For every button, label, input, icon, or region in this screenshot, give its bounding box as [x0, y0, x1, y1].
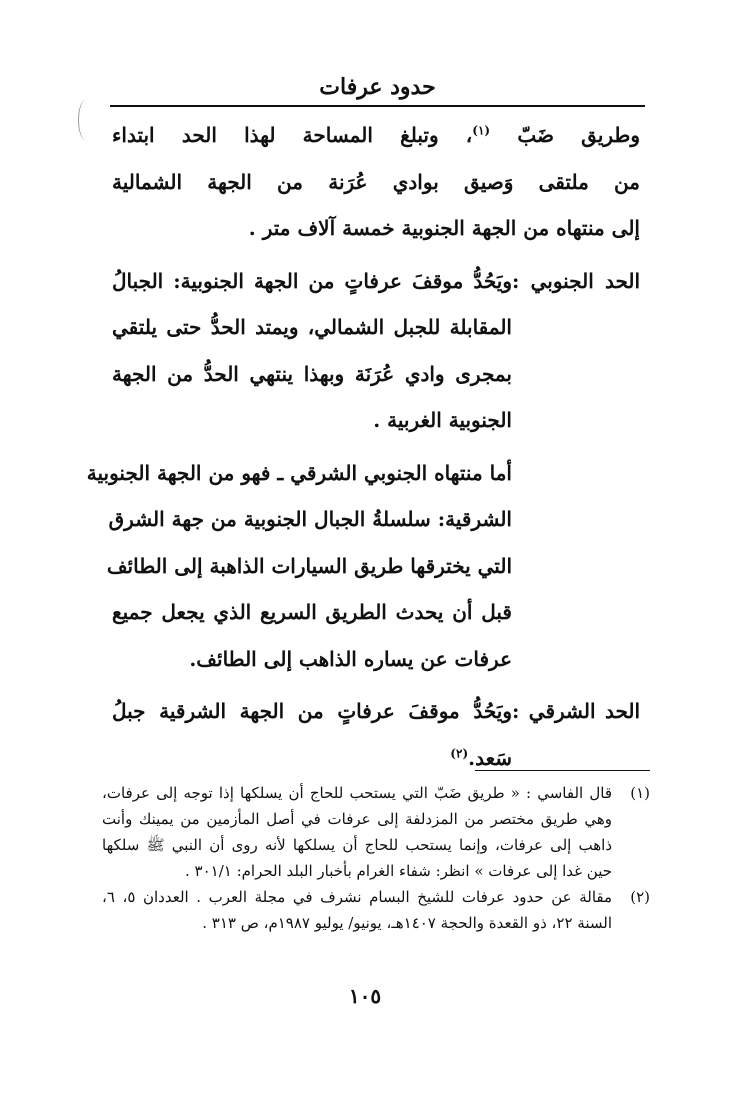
text-line — [112, 112, 640, 159]
text-line: قبل أن يحدث الطريق السريع الذي يجعل جميع — [112, 600, 512, 624]
paragraph-3 — [86, 450, 640, 683]
footnote-line: قال الفاسي : « طريق ضَبّ التي يستحب للحاج أن يسلكها إذا توجه إلى عرفات، — [102, 784, 612, 802]
footnote-line: مقالة عن حدود عرفات للشيخ البسام نشرف في مجلة العرب . العددان ٥، ٦، — [102, 888, 613, 906]
text-line — [112, 688, 640, 735]
text-run: ، وتبلغ المساحة لهذا الحد ابتداء — [112, 123, 473, 147]
text-line: بمجرى وادي عُرَنَة وبهذا ينتهي الحدُّ من الجهة — [112, 361, 512, 386]
text-line: الشرقية: سلسلةُ الجبال الجنوبية من جهة الشرق — [108, 507, 512, 531]
section-label-eastern: الحد الشرقي : — [512, 699, 640, 723]
text-line: الجنوبية الغربية . — [373, 408, 512, 432]
main-text — [86, 112, 640, 781]
page-number: ١٠٥ — [348, 984, 382, 1008]
footnote-1 — [102, 780, 650, 884]
paragraph-1 — [112, 112, 640, 252]
text-run: ويَحُدُّ موقفَ عرفاتٍ من الجهة الشرقية جبلُ — [112, 699, 512, 723]
text-line: التي يخترقها طريق السيارات الذاهبة إلى الطائف — [106, 553, 512, 578]
header-rule — [110, 105, 645, 107]
text-line: من ملتقى وَصيق بوادي عُرَنة من الجهة الشمالية — [112, 169, 640, 194]
text-line: إلى منتهاه من الجهة الجنوبية خمسة آلاف متر . — [248, 216, 640, 240]
text-run: ويَحُدُّ موقفَ عرفاتٍ من الجهة الجنوبية: الجبالُ — [112, 268, 512, 293]
footnote-line: وهي طريق مختصر من المزدلفة إلى عرفات في أصل المأزمين من يمينك وأنت — [102, 810, 612, 828]
margin-bracket-mark — [78, 100, 93, 140]
running-head-title: حدود عرفات — [319, 74, 436, 100]
footnote-line: السنة ٢٢، ذو القعدة والحجة ١٤٠٧هـ، يونيو/ يوليو ١٩٨٧م، ص ٣١٣ . — [202, 914, 612, 932]
text-line: المقابلة للجبل الشمالي، ويمتد الحدُّ حتى يلتقي — [112, 315, 512, 339]
footnote-2 — [102, 884, 650, 936]
text-run: وطريق ضَبّ — [517, 123, 640, 147]
text-line: أما منتهاه الجنوبي الشرقي ـ فهو من الجهة الجنوبية — [86, 460, 512, 485]
footnote-line: حين غدا إلى عرفات » انظر: شفاء الغرام بأخبار البلد الحرام: ٣٠١/١ . — [184, 862, 612, 880]
paragraph-4-eastern-boundary — [112, 688, 640, 781]
text-line — [112, 258, 640, 305]
paragraph-2-southern-boundary — [112, 258, 640, 444]
footnote-number: (٢) — [630, 888, 650, 906]
footnote-ref-2[interactable]: (٢) — [450, 745, 469, 760]
footnote-separator — [475, 770, 650, 771]
footnote-line: ذاهب إلى عرفات، وإنما يستحب للحاج أن يسلكها لأنه روى أن النبي ﷺ سلكها — [102, 836, 612, 854]
text-run: سَعد. — [468, 745, 512, 770]
footnote-ref-1[interactable]: (١) — [472, 123, 491, 138]
footnote-number: (١) — [630, 784, 650, 802]
text-line: عرفات عن يساره الذاهب إلى الطائف. — [189, 646, 512, 671]
text-line — [112, 735, 640, 782]
section-label-southern: الحد الجنوبي : — [512, 268, 640, 293]
footnotes — [102, 780, 650, 936]
